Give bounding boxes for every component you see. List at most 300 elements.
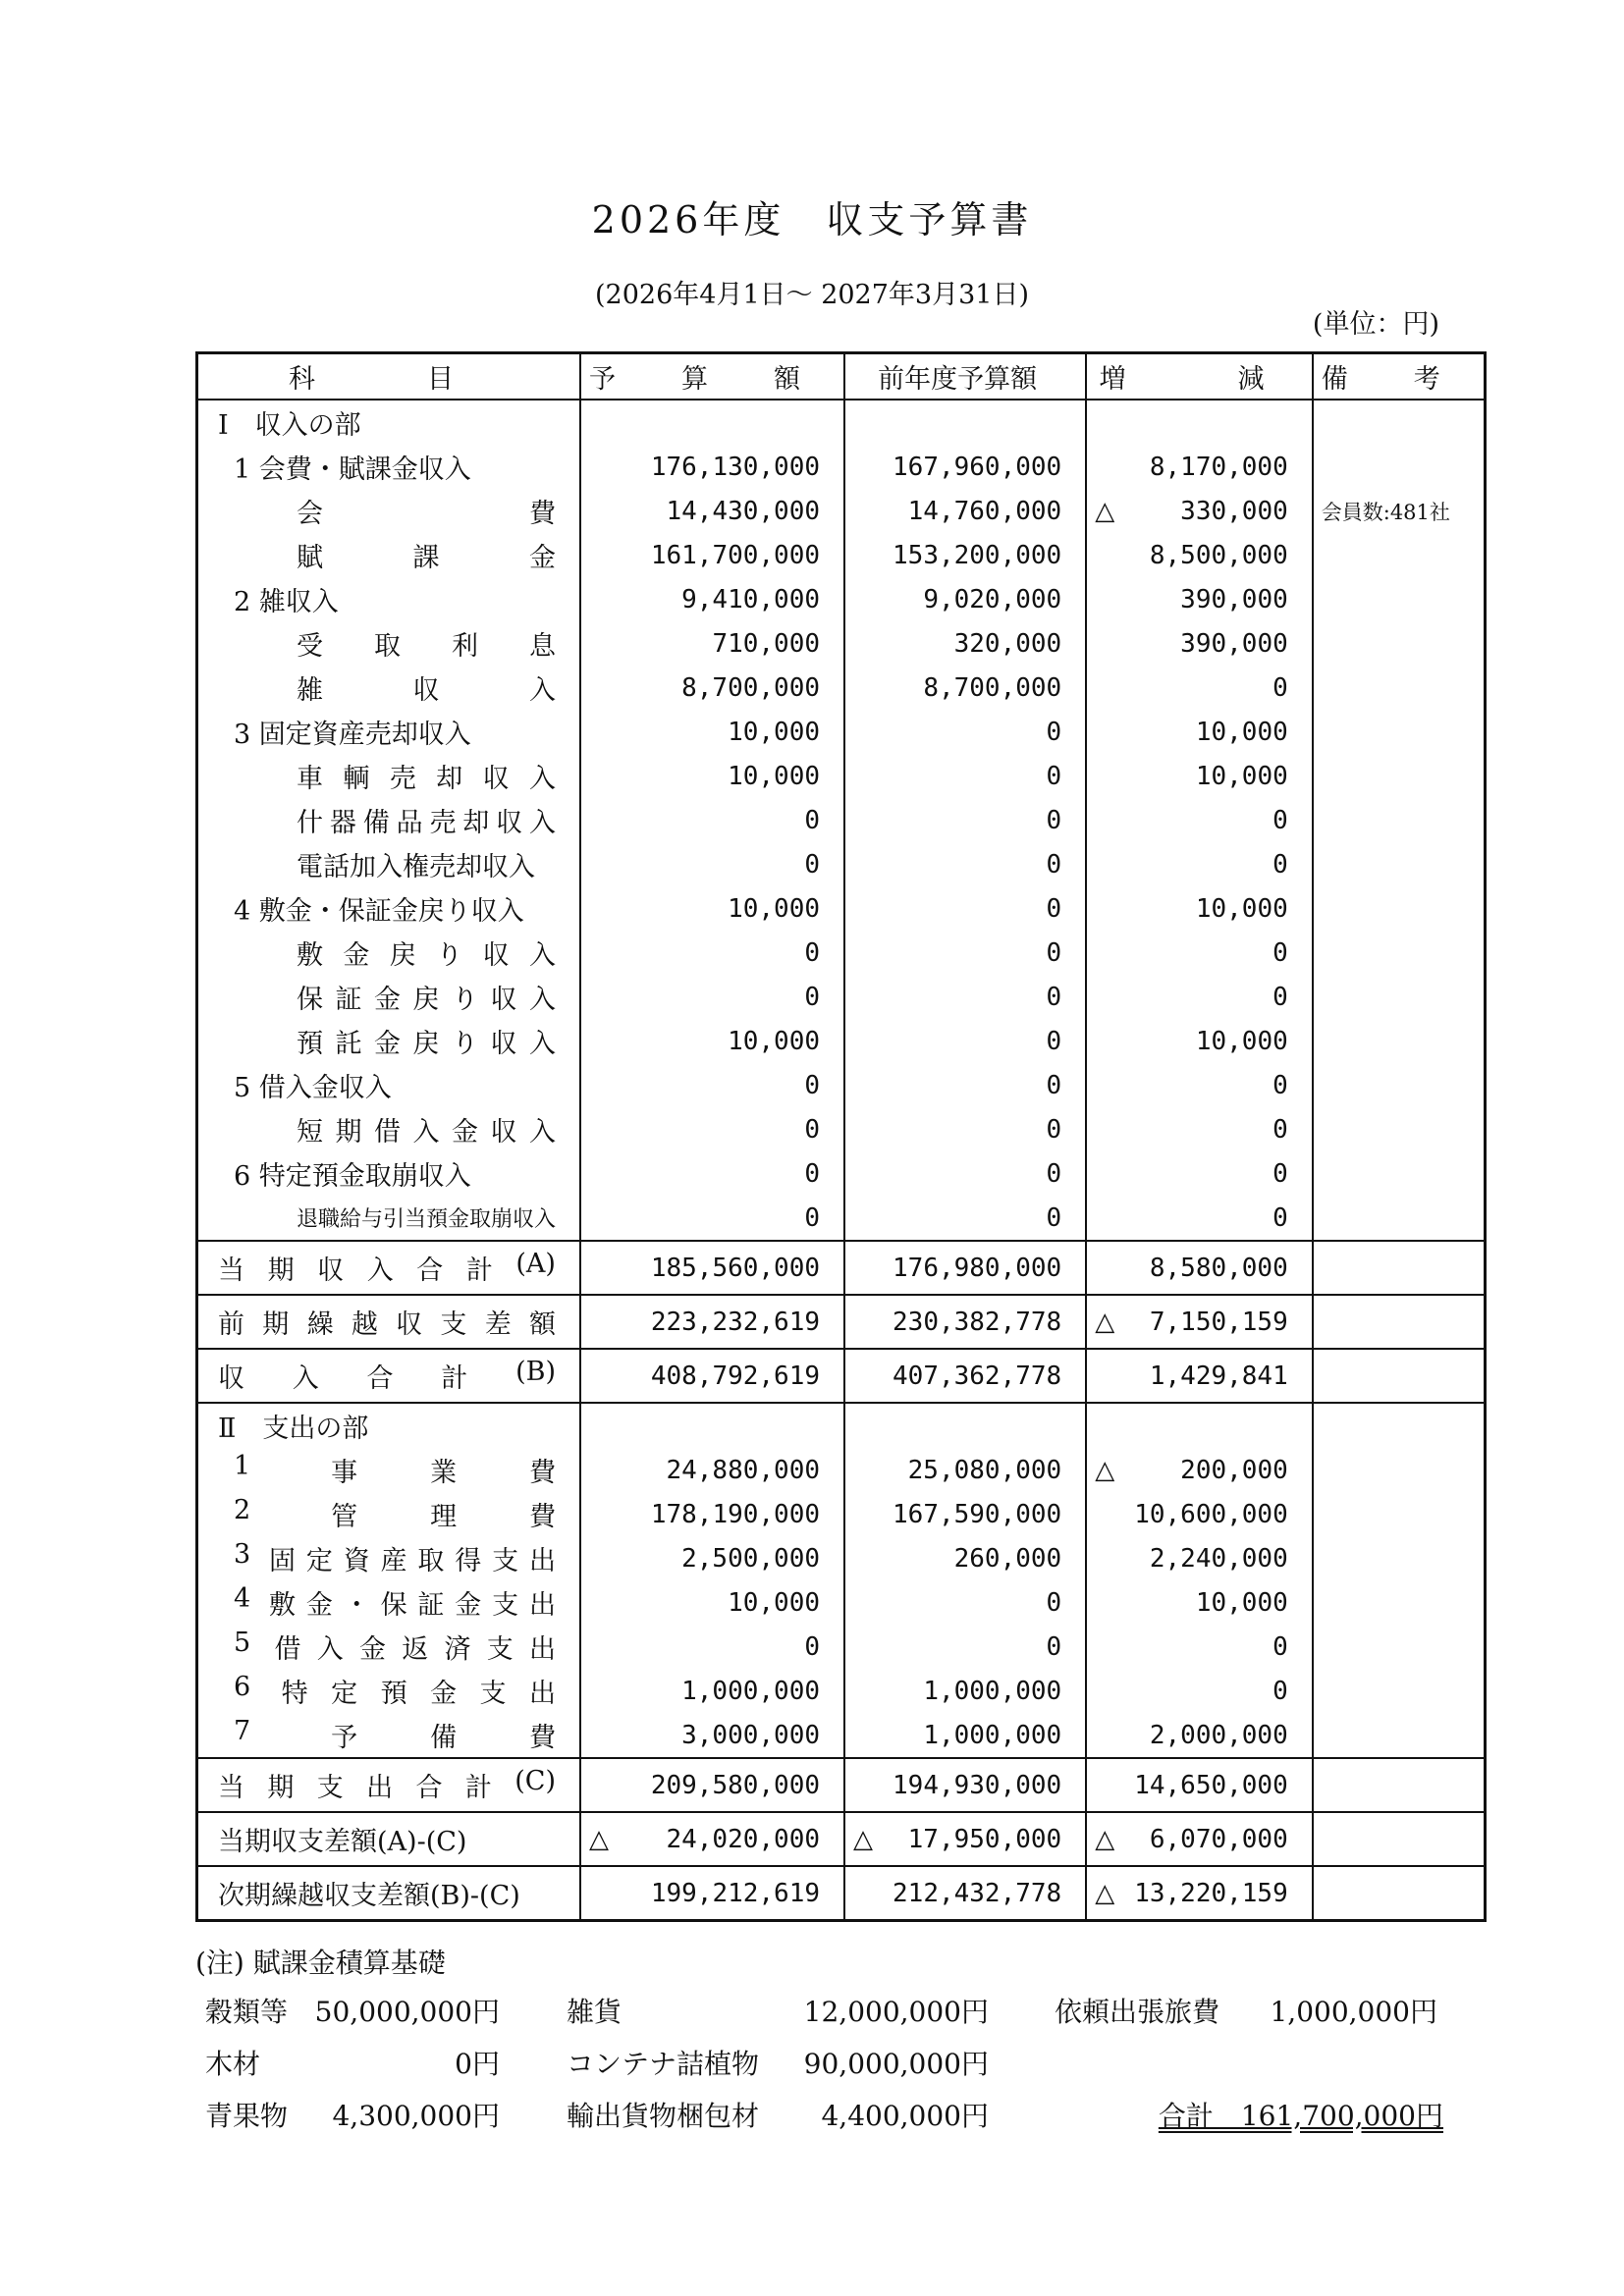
row-prev-budget <box>844 1669 1086 1713</box>
negative-marker <box>853 497 893 526</box>
amount: 2,500,000 <box>681 1543 821 1574</box>
row-label: 6 特 定 預 金 支 出 <box>234 1672 556 1709</box>
table-total-row <box>197 1295 1486 1349</box>
negative-marker <box>853 850 893 880</box>
table-row <box>197 621 1486 666</box>
row-label: 1 事 業 費 <box>234 1451 556 1488</box>
negative-marker: △ <box>1095 1878 1115 1908</box>
row-prev-budget <box>844 577 1086 621</box>
amount: 1,000,000 <box>681 1676 821 1706</box>
row-subject <box>197 489 581 533</box>
row-label: 3 固 定 資 産 取 得 支 出 <box>234 1539 556 1576</box>
table-row <box>197 931 1486 975</box>
negative-marker <box>589 1677 628 1706</box>
amount: 7,150,159 <box>1149 1307 1288 1337</box>
negative-marker <box>1095 1632 1134 1662</box>
row-diff <box>1086 1349 1313 1403</box>
row-subject <box>197 1019 581 1063</box>
budget-table <box>195 351 1487 1922</box>
amount: 167,590,000 <box>893 1499 1062 1529</box>
negative-marker <box>1095 1721 1134 1750</box>
row-prev-budget <box>844 931 1086 975</box>
row-label: 会 費 <box>297 499 557 529</box>
row-budget <box>580 533 844 577</box>
negative-marker: △ <box>853 1824 874 1854</box>
row-budget <box>580 754 844 798</box>
row-label: 当 期 収 入 合 計 (A) <box>218 1249 556 1286</box>
row-label: 前 期 繰 越 収 支 差 額 <box>218 1309 556 1340</box>
amount: 200,000 <box>1180 1455 1288 1485</box>
footnote-item: 穀類等 50,000,000円 <box>205 1996 500 2028</box>
table-row <box>197 533 1486 577</box>
row-diff <box>1086 1019 1313 1063</box>
header-diff: 増 減 <box>1086 353 1313 400</box>
row-budget <box>580 1758 844 1812</box>
row-budget <box>580 666 844 710</box>
row-note <box>1313 710 1486 754</box>
negative-marker <box>589 1159 628 1189</box>
amount: 185,560,000 <box>650 1253 821 1283</box>
row-diff <box>1086 1536 1313 1580</box>
row-prev-budget <box>844 533 1086 577</box>
amount: 10,000 <box>1195 761 1288 791</box>
row-prev-budget <box>844 1295 1086 1349</box>
row-subject <box>197 1669 581 1713</box>
row-prev-budget <box>844 1241 1086 1295</box>
row-note <box>1313 533 1486 577</box>
table-total-row <box>197 1758 1486 1812</box>
negative-marker <box>589 938 628 968</box>
negative-marker <box>589 1771 628 1800</box>
amount: 0 <box>1046 1026 1062 1056</box>
negative-marker <box>589 1071 628 1100</box>
negative-marker: △ <box>589 1824 610 1854</box>
amount: 10,600,000 <box>1134 1499 1288 1529</box>
negative-marker <box>853 806 893 835</box>
row-budget <box>580 1063 844 1107</box>
row-diff <box>1086 1403 1313 1448</box>
amount: 14,760,000 <box>907 496 1062 526</box>
negative-marker <box>589 673 628 703</box>
footnote-total: 合計 161,700,000円 <box>1158 2100 1443 2132</box>
row-prev-budget <box>844 1492 1086 1536</box>
table-row <box>197 1196 1486 1241</box>
negative-marker <box>1095 1027 1134 1056</box>
amount: 0 <box>1272 1202 1288 1233</box>
amount: 0 <box>804 1631 821 1662</box>
row-budget <box>580 1536 844 1580</box>
footnote <box>195 1942 1443 2132</box>
row-budget <box>580 1812 844 1866</box>
amount: 10,000 <box>728 717 821 747</box>
row-label: 保 証 金 戻 り 収 入 <box>297 985 556 1015</box>
negative-marker <box>853 1308 893 1337</box>
amount: 710,000 <box>712 628 821 659</box>
amount: 153,200,000 <box>893 540 1062 570</box>
row-subject <box>197 1812 581 1866</box>
row-label: 2 管 理 費 <box>234 1495 556 1532</box>
negative-marker <box>1095 541 1134 570</box>
negative-marker <box>853 1362 893 1391</box>
negative-marker <box>853 1071 893 1100</box>
negative-marker <box>1095 762 1134 791</box>
row-diff <box>1086 1448 1313 1492</box>
row-budget <box>580 1151 844 1196</box>
table-row <box>197 1492 1486 1536</box>
amount: 194,930,000 <box>893 1770 1062 1800</box>
row-label: 車 輌 売 却 収 入 <box>297 764 556 794</box>
row-prev-budget <box>844 1625 1086 1669</box>
row-diff <box>1086 1196 1313 1241</box>
row-note <box>1313 621 1486 666</box>
amount: 0 <box>804 1202 821 1233</box>
row-note <box>1313 886 1486 931</box>
row-prev-budget <box>844 445 1086 489</box>
negative-marker <box>1095 1677 1134 1706</box>
negative-marker <box>1095 1362 1134 1391</box>
amount: 230,382,778 <box>893 1307 1062 1337</box>
negative-marker <box>853 938 893 968</box>
negative-marker <box>853 585 893 614</box>
row-label: 3 固定資産売却収入 <box>234 720 471 750</box>
negative-marker <box>1095 938 1134 968</box>
row-diff <box>1086 710 1313 754</box>
negative-marker <box>1095 1544 1134 1574</box>
document-title: 2026年度 収支予算書 <box>591 198 1033 241</box>
amount: 0 <box>1272 1631 1288 1662</box>
row-subject <box>197 1758 581 1812</box>
table-row <box>197 1625 1486 1669</box>
negative-marker: △ <box>1095 1307 1115 1337</box>
negative-marker <box>589 850 628 880</box>
table-row <box>197 754 1486 798</box>
header-note: 備 考 <box>1313 353 1486 400</box>
table-row <box>197 1019 1486 1063</box>
row-note <box>1313 1669 1486 1713</box>
row-subject <box>197 710 581 754</box>
amount: 17,950,000 <box>907 1824 1062 1854</box>
row-subject <box>197 1448 581 1492</box>
amount: 1,429,841 <box>1149 1361 1288 1391</box>
amount: 10,000 <box>728 1026 821 1056</box>
row-prev-budget <box>844 1448 1086 1492</box>
row-subject <box>197 621 581 666</box>
negative-marker <box>589 806 628 835</box>
row-prev-budget <box>844 1812 1086 1866</box>
table-row <box>197 489 1486 533</box>
row-subject <box>197 1295 581 1349</box>
amount: 0 <box>1046 717 1062 747</box>
table-total-row <box>197 1866 1486 1921</box>
row-diff <box>1086 533 1313 577</box>
negative-marker <box>589 1879 628 1908</box>
row-label: 5 借入金収入 <box>234 1073 392 1103</box>
negative-marker <box>589 585 628 614</box>
table-row <box>197 1713 1486 1758</box>
row-label: 4 敷 金 ・ 保 証 金 支 出 <box>234 1583 556 1621</box>
negative-marker <box>853 1721 893 1750</box>
negative-marker <box>853 629 893 659</box>
row-budget <box>580 1019 844 1063</box>
negative-marker <box>1095 1203 1134 1233</box>
amount: 8,170,000 <box>1149 452 1288 482</box>
negative-marker <box>589 1115 628 1145</box>
amount: 10,000 <box>1195 1026 1288 1056</box>
negative-marker <box>853 718 893 747</box>
table-row <box>197 1107 1486 1151</box>
row-note <box>1313 1019 1486 1063</box>
row-budget <box>580 1107 844 1151</box>
amount: 9,020,000 <box>923 584 1062 614</box>
row-prev-budget <box>844 621 1086 666</box>
row-note <box>1313 1107 1486 1151</box>
negative-marker <box>589 1456 628 1485</box>
row-note <box>1313 1151 1486 1196</box>
amount: 0 <box>1046 1587 1062 1618</box>
amount: 0 <box>1272 1676 1288 1706</box>
amount: 167,960,000 <box>893 452 1062 482</box>
table-row <box>197 842 1486 886</box>
row-budget <box>580 400 844 445</box>
row-subject <box>197 886 581 931</box>
row-subject <box>197 754 581 798</box>
negative-marker <box>1095 806 1134 835</box>
row-prev-budget <box>844 1019 1086 1063</box>
row-budget <box>580 1241 844 1295</box>
row-subject <box>197 1536 581 1580</box>
row-diff <box>1086 1713 1313 1758</box>
row-note <box>1313 1625 1486 1669</box>
amount: 0 <box>1046 982 1062 1012</box>
row-subject <box>197 1349 581 1403</box>
footnote-item: 依頼出張旅費 1,000,000円 <box>1055 1996 1437 2028</box>
negative-marker <box>589 983 628 1012</box>
amount: 10,000 <box>1195 1587 1288 1618</box>
row-diff <box>1086 577 1313 621</box>
table-total-row <box>197 1349 1486 1403</box>
amount: 0 <box>1046 761 1062 791</box>
amount: 176,980,000 <box>893 1253 1062 1283</box>
negative-marker <box>1095 453 1134 482</box>
row-label: 6 特定預金取崩収入 <box>234 1161 471 1192</box>
row-diff <box>1086 975 1313 1019</box>
table-row <box>197 445 1486 489</box>
row-prev-budget <box>844 1866 1086 1921</box>
table-row <box>197 400 1486 445</box>
negative-marker: △ <box>1095 496 1115 526</box>
row-label: 4 敷金・保証金戻り収入 <box>234 896 524 927</box>
row-subject <box>197 975 581 1019</box>
negative-marker <box>589 1203 628 1233</box>
negative-marker <box>589 762 628 791</box>
amount: 0 <box>804 1158 821 1189</box>
amount: 0 <box>1046 937 1062 968</box>
amount: 161,700,000 <box>650 540 821 570</box>
amount: 14,650,000 <box>1134 1770 1288 1800</box>
row-note <box>1313 798 1486 842</box>
amount: 10,000 <box>728 1587 821 1618</box>
negative-marker <box>853 673 893 703</box>
row-budget <box>580 489 844 533</box>
row-label: 短 期 借 入 金 収 入 <box>297 1117 556 1148</box>
row-subject <box>197 533 581 577</box>
row-subject <box>197 842 581 886</box>
row-diff <box>1086 1295 1313 1349</box>
amount: 8,700,000 <box>681 672 821 703</box>
negative-marker <box>589 1588 628 1618</box>
row-label: 賦 課 金 <box>297 543 556 573</box>
unit-label: (単位：円) <box>1312 309 1439 340</box>
negative-marker <box>853 762 893 791</box>
amount: 0 <box>804 849 821 880</box>
row-note <box>1313 577 1486 621</box>
amount: 0 <box>1046 1202 1062 1233</box>
amount: 0 <box>1046 1070 1062 1100</box>
negative-marker <box>1095 1071 1134 1100</box>
row-budget <box>580 1625 844 1669</box>
row-note <box>1313 1812 1486 1866</box>
amount: 199,212,619 <box>650 1878 821 1908</box>
amount: 25,080,000 <box>907 1455 1062 1485</box>
row-label: 次期繰越収支差額(B)-(C) <box>218 1881 520 1911</box>
row-prev-budget <box>844 975 1086 1019</box>
row-subject <box>197 400 581 445</box>
table-row <box>197 1403 1486 1448</box>
row-subject <box>197 1580 581 1625</box>
negative-marker <box>853 1677 893 1706</box>
amount: 8,500,000 <box>1149 540 1288 570</box>
negative-marker <box>853 983 893 1012</box>
amount: 0 <box>1046 1158 1062 1189</box>
row-label: 受 取 利 息 <box>297 631 556 662</box>
row-budget <box>580 1580 844 1625</box>
row-budget <box>580 975 844 1019</box>
negative-marker <box>1095 983 1134 1012</box>
header-budget: 予 算 額 <box>580 353 844 400</box>
row-diff <box>1086 1866 1313 1921</box>
table-row <box>197 666 1486 710</box>
row-budget <box>580 1713 844 1758</box>
negative-marker <box>589 453 628 482</box>
row-note <box>1313 666 1486 710</box>
footnote-item: 木材 0円 <box>205 2048 500 2080</box>
row-prev-budget <box>844 1403 1086 1448</box>
amount: 6,070,000 <box>1149 1824 1288 1854</box>
budget-table-body <box>197 400 1486 1921</box>
row-label: 1 会費・賦課金収入 <box>234 454 471 485</box>
row-label: 預 託 金 戻 り 収 入 <box>297 1029 556 1059</box>
row-diff <box>1086 1758 1313 1812</box>
row-note <box>1313 931 1486 975</box>
negative-marker <box>589 1544 628 1574</box>
row-subject <box>197 1107 581 1151</box>
row-subject <box>197 931 581 975</box>
negative-marker <box>1095 894 1134 924</box>
row-label: 当 期 支 出 合 計 (C) <box>218 1766 556 1803</box>
negative-marker <box>1095 1254 1134 1283</box>
row-budget <box>580 1349 844 1403</box>
row-label: 2 雑収入 <box>234 587 339 617</box>
row-prev-budget <box>844 400 1086 445</box>
negative-marker <box>1095 673 1134 703</box>
amount: 9,410,000 <box>681 584 821 614</box>
row-prev-budget <box>844 842 1086 886</box>
amount: 13,220,159 <box>1134 1878 1288 1908</box>
amount: 2,240,000 <box>1149 1543 1288 1574</box>
amount: 0 <box>804 1114 821 1145</box>
row-note <box>1313 1866 1486 1921</box>
amount: 0 <box>1046 1114 1062 1145</box>
negative-marker <box>1095 1500 1134 1529</box>
amount: 2,000,000 <box>1149 1720 1288 1750</box>
row-budget <box>580 445 844 489</box>
amount: 223,232,619 <box>650 1307 821 1337</box>
table-total-row <box>197 1812 1486 1866</box>
row-label: 退職給与引当預金取崩収入 <box>297 1207 557 1232</box>
row-subject <box>197 1713 581 1758</box>
table-row <box>197 1669 1486 1713</box>
row-prev-budget <box>844 710 1086 754</box>
row-budget <box>580 931 844 975</box>
row-diff <box>1086 798 1313 842</box>
row-subject <box>197 1063 581 1107</box>
row-diff <box>1086 842 1313 886</box>
negative-marker <box>1095 1771 1134 1800</box>
negative-marker <box>853 1254 893 1283</box>
negative-marker <box>1095 718 1134 747</box>
footnote-items <box>195 1991 1443 2132</box>
negative-marker <box>853 1456 893 1485</box>
negative-marker <box>589 1500 628 1529</box>
table-row <box>197 798 1486 842</box>
amount: 0 <box>1046 893 1062 924</box>
footnote-item: 青果物 4,300,000円 <box>205 2100 500 2132</box>
row-label: 敷 金 戻 り 収 入 <box>297 940 556 971</box>
row-label: Ⅱ 支出の部 <box>218 1414 369 1444</box>
row-note <box>1313 1241 1486 1295</box>
row-diff <box>1086 445 1313 489</box>
row-prev-budget <box>844 1063 1086 1107</box>
negative-marker <box>589 1254 628 1283</box>
row-diff <box>1086 1063 1313 1107</box>
row-budget <box>580 1403 844 1448</box>
row-subject <box>197 445 581 489</box>
negative-marker <box>853 1027 893 1056</box>
negative-marker <box>589 541 628 570</box>
row-diff <box>1086 931 1313 975</box>
amount: 0 <box>1046 1631 1062 1662</box>
row-budget <box>580 1492 844 1536</box>
amount: 209,580,000 <box>650 1770 821 1800</box>
negative-marker <box>589 629 628 659</box>
row-note <box>1313 1403 1486 1448</box>
table-row <box>197 1536 1486 1580</box>
row-diff <box>1086 489 1313 533</box>
row-note <box>1313 842 1486 886</box>
row-subject <box>197 1625 581 1669</box>
row-note <box>1313 1758 1486 1812</box>
row-diff <box>1086 1625 1313 1669</box>
row-prev-budget <box>844 489 1086 533</box>
footnote-heading: (注) 賦課金積算基礎 <box>195 1947 446 1979</box>
negative-marker <box>589 1027 628 1056</box>
negative-marker <box>853 894 893 924</box>
amount: 3,000,000 <box>681 1720 821 1750</box>
row-subject <box>197 1403 581 1448</box>
row-note <box>1313 1063 1486 1107</box>
fiscal-period: (2026年4月1日～ 2027年3月31日) <box>595 280 1029 310</box>
negative-marker <box>853 1203 893 1233</box>
